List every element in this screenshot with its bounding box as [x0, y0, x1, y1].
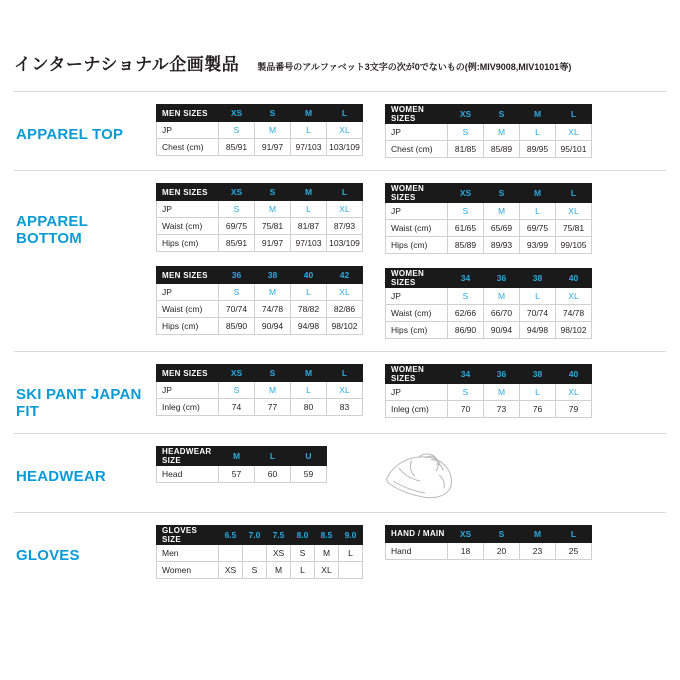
cell: 57 — [219, 465, 255, 482]
stack-men-bottom — [156, 183, 363, 339]
row-label: Waist (cm) — [157, 301, 219, 318]
cell: 85/90 — [219, 318, 255, 335]
cell: 81/87 — [291, 218, 327, 235]
size-header: 40 — [291, 267, 327, 284]
cell: XL — [315, 561, 339, 578]
row-label: Hips (cm) — [386, 322, 448, 339]
section-gloves — [14, 513, 666, 591]
size-header: 7.0 — [243, 525, 267, 544]
cell: 82/86 — [327, 301, 363, 318]
cell: M — [484, 384, 520, 401]
cell: 98/102 — [327, 318, 363, 335]
table-apparel-top-women — [385, 104, 592, 158]
section-apparel-bottom — [14, 171, 666, 352]
table-row — [386, 220, 592, 237]
size-header: 36 — [219, 267, 255, 284]
tables-apparel-top — [156, 104, 666, 158]
page-subtitle-note: 製品番号のアルファベット3文字の次が0でないもの(例:MIV9008,MIV10101等) — [257, 62, 572, 72]
table-row — [157, 382, 363, 399]
table-header-row — [157, 267, 363, 284]
row-label: Inleg (cm) — [157, 399, 219, 416]
table-row — [386, 542, 592, 559]
cell: S — [243, 561, 267, 578]
cell: 85/91 — [219, 139, 255, 156]
header-label: MEN SIZES — [157, 365, 219, 382]
category-label-headwear: HEADWEAR — [16, 467, 106, 485]
cell: 70/74 — [520, 305, 556, 322]
table-apparel-bottom-women-alpha — [385, 183, 592, 254]
size-header: M — [219, 446, 255, 465]
table-header-row — [157, 446, 327, 465]
tables-apparel-bottom — [156, 183, 666, 339]
cell: 60 — [255, 465, 291, 482]
table-row — [157, 561, 363, 578]
cell: 59 — [291, 465, 327, 482]
table-gloves-hand-main — [385, 525, 592, 560]
size-header: M — [520, 184, 556, 203]
row-label: JP — [386, 288, 448, 305]
glove-illustration — [379, 448, 465, 500]
row-label: Hips (cm) — [386, 237, 448, 254]
cell: 75/81 — [255, 218, 291, 235]
cell: 83 — [327, 399, 363, 416]
cell: 94/98 — [520, 322, 556, 339]
row-label: Inleg (cm) — [386, 401, 448, 418]
table-ski-pant-men — [156, 364, 363, 416]
table-row — [157, 235, 363, 252]
cell: 25 — [556, 542, 592, 559]
row-label: Waist (cm) — [386, 305, 448, 322]
table-header-row — [386, 184, 592, 203]
row-label: Chest (cm) — [157, 139, 219, 156]
table-row — [386, 305, 592, 322]
table-apparel-bottom-men-numeric — [156, 266, 363, 335]
header-label: WOMEN SIZES — [386, 269, 448, 288]
size-header: XS — [448, 184, 484, 203]
cell: 74 — [219, 399, 255, 416]
row-label: Chest (cm) — [386, 141, 448, 158]
header-label: WOMEN SIZES — [386, 184, 448, 203]
cell: XL — [556, 124, 592, 141]
cell: 94/98 — [291, 318, 327, 335]
size-header: L — [255, 446, 291, 465]
cell: L — [339, 544, 363, 561]
table-header-row — [386, 269, 592, 288]
table-row — [157, 139, 363, 156]
size-header: 38 — [520, 365, 556, 384]
cell: S — [219, 382, 255, 399]
cell: 91/97 — [255, 139, 291, 156]
table-header-row — [386, 365, 592, 384]
table-wrap-women — [385, 104, 592, 158]
table-row — [386, 401, 592, 418]
cell: 76 — [520, 401, 556, 418]
cell: S — [448, 124, 484, 141]
size-header: S — [484, 105, 520, 124]
size-header: 7.5 — [267, 525, 291, 544]
size-header: 34 — [448, 365, 484, 384]
size-header: 8.5 — [315, 525, 339, 544]
table-ski-pant-women — [385, 364, 592, 418]
row-label: JP — [157, 201, 219, 218]
table-row — [386, 322, 592, 339]
cell: S — [448, 203, 484, 220]
size-header: U — [291, 446, 327, 465]
cell: 62/66 — [448, 305, 484, 322]
size-header: L — [556, 525, 592, 542]
header-label: MEN SIZES — [157, 105, 219, 122]
cell: 97/103 — [291, 139, 327, 156]
row-label: JP — [157, 122, 219, 139]
size-header: L — [327, 105, 363, 122]
size-header: 36 — [484, 365, 520, 384]
cell: 95/101 — [556, 141, 592, 158]
size-header: M — [520, 105, 556, 124]
table-row — [157, 399, 363, 416]
table-row — [157, 318, 363, 335]
size-header: L — [556, 105, 592, 124]
size-header: L — [327, 184, 363, 201]
row-label: Women — [157, 561, 219, 578]
cell: XS — [219, 561, 243, 578]
cell — [219, 544, 243, 561]
section-headwear — [14, 434, 666, 513]
table-row — [386, 141, 592, 158]
cell: M — [484, 124, 520, 141]
table-row — [386, 288, 592, 305]
section-ski-pant-japan-fit — [14, 352, 666, 434]
header-label: HEADWEAR SIZE — [157, 446, 219, 465]
table-row — [386, 124, 592, 141]
row-label: Hand — [386, 542, 448, 559]
cell: 70/74 — [219, 301, 255, 318]
size-header: 36 — [484, 269, 520, 288]
tables-gloves — [156, 525, 666, 579]
cell: 86/90 — [448, 322, 484, 339]
cell — [339, 561, 363, 578]
cell: L — [291, 122, 327, 139]
row-label: Hips (cm) — [157, 235, 219, 252]
table-headwear — [156, 446, 327, 483]
cell: L — [520, 384, 556, 401]
cell: 97/103 — [291, 235, 327, 252]
row-label: Waist (cm) — [386, 220, 448, 237]
table-row — [157, 218, 363, 235]
cell: 73 — [484, 401, 520, 418]
size-header: 34 — [448, 269, 484, 288]
cell: S — [448, 384, 484, 401]
size-header: M — [291, 365, 327, 382]
size-header: 40 — [556, 365, 592, 384]
size-header: XS — [448, 105, 484, 124]
row-label: JP — [157, 382, 219, 399]
cell: 85/89 — [448, 237, 484, 254]
table-row — [157, 284, 363, 301]
row-label: Head — [157, 465, 219, 482]
table-row — [157, 122, 363, 139]
cell: S — [219, 122, 255, 139]
size-header: 6.5 — [219, 525, 243, 544]
cell: 98/102 — [556, 322, 592, 339]
cell: 79 — [556, 401, 592, 418]
cell: XL — [327, 122, 363, 139]
size-header: M — [291, 184, 327, 201]
row-label: JP — [157, 284, 219, 301]
table-wrap-gloves-size — [156, 525, 363, 579]
stack-women-bottom — [385, 183, 592, 339]
size-header: S — [255, 365, 291, 382]
header-label: GLOVES SIZE — [157, 525, 219, 544]
cell: 90/94 — [484, 322, 520, 339]
category-label-gloves: GLOVES — [16, 546, 80, 564]
cell: 85/89 — [484, 141, 520, 158]
table-row — [386, 237, 592, 254]
row-label: Hips (cm) — [157, 318, 219, 335]
cell: M — [484, 288, 520, 305]
cell: M — [315, 544, 339, 561]
size-header: 9.0 — [339, 525, 363, 544]
cell: 61/65 — [448, 220, 484, 237]
cell: M — [255, 122, 291, 139]
cell: 69/75 — [219, 218, 255, 235]
header-label: HAND / MAIN — [386, 525, 448, 542]
table-apparel-top-men — [156, 104, 363, 156]
size-header: XS — [219, 105, 255, 122]
cell: 69/75 — [520, 220, 556, 237]
tables-ski-pant — [156, 364, 666, 418]
cell: 75/81 — [556, 220, 592, 237]
cell: M — [255, 201, 291, 218]
cell: XL — [556, 203, 592, 220]
size-header: 38 — [520, 269, 556, 288]
table-wrap-hand-main — [385, 525, 592, 579]
cell: S — [219, 284, 255, 301]
table-header-row — [386, 105, 592, 124]
row-label: JP — [386, 203, 448, 220]
cell: L — [291, 201, 327, 218]
size-header: XS — [219, 184, 255, 201]
cell: 93/99 — [520, 237, 556, 254]
cell: L — [291, 284, 327, 301]
cell: XL — [327, 201, 363, 218]
cell: 20 — [484, 542, 520, 559]
cell: 89/93 — [484, 237, 520, 254]
cell: XL — [327, 382, 363, 399]
row-label: Waist (cm) — [157, 218, 219, 235]
table-header-row — [157, 525, 363, 544]
cell: M — [255, 284, 291, 301]
cell: 89/95 — [520, 141, 556, 158]
cell: S — [219, 201, 255, 218]
cell: 85/91 — [219, 235, 255, 252]
cell: 91/97 — [255, 235, 291, 252]
section-apparel-top — [14, 92, 666, 171]
cell: 65/69 — [484, 220, 520, 237]
cell: M — [255, 382, 291, 399]
table-header-row — [157, 365, 363, 382]
table-apparel-bottom-men-alpha — [156, 183, 363, 252]
size-header: XS — [448, 525, 484, 542]
header-label: WOMEN SIZES — [386, 365, 448, 384]
row-label: JP — [386, 124, 448, 141]
cell: 81/85 — [448, 141, 484, 158]
table-row — [157, 544, 363, 561]
cell: XL — [327, 284, 363, 301]
tables-headwear — [156, 446, 666, 500]
size-header: M — [291, 105, 327, 122]
size-header: XS — [219, 365, 255, 382]
cell: 87/93 — [327, 218, 363, 235]
cell: XS — [267, 544, 291, 561]
table-header-row — [157, 105, 363, 122]
category-label-apparel-top: APPAREL TOP — [16, 126, 124, 143]
cell: L — [520, 203, 556, 220]
category-label-ski-pant: SKI PANT JAPAN FIT — [16, 386, 142, 421]
cell: 80 — [291, 399, 327, 416]
row-label: JP — [386, 384, 448, 401]
header-label: WOMEN SIZES — [386, 105, 448, 124]
table-apparel-bottom-women-numeric — [385, 268, 592, 339]
cell — [243, 544, 267, 561]
header-label: MEN SIZES — [157, 267, 219, 284]
size-header: L — [327, 365, 363, 382]
table-gloves-size — [156, 525, 363, 579]
size-header: S — [484, 525, 520, 542]
cell: 77 — [255, 399, 291, 416]
cell: 99/105 — [556, 237, 592, 254]
table-row — [386, 203, 592, 220]
cell: 74/78 — [556, 305, 592, 322]
page-header — [14, 0, 666, 75]
size-header: M — [520, 525, 556, 542]
cell: 23 — [520, 542, 556, 559]
size-header: 42 — [327, 267, 363, 284]
cell: 103/109 — [327, 235, 363, 252]
cell: XL — [556, 288, 592, 305]
size-header: S — [255, 184, 291, 201]
cell: L — [291, 382, 327, 399]
table-wrap-women — [385, 364, 592, 418]
size-header: 8.0 — [291, 525, 315, 544]
cell: L — [520, 288, 556, 305]
size-header: S — [484, 184, 520, 203]
cell: XL — [556, 384, 592, 401]
cell: 18 — [448, 542, 484, 559]
table-wrap-men — [156, 104, 363, 158]
cell: 90/94 — [255, 318, 291, 335]
category-label-apparel-bottom: APPAREL BOTTOM — [16, 213, 88, 248]
header-label: MEN SIZES — [157, 184, 219, 201]
page-title: インターナショナル企画製品 — [14, 55, 240, 74]
table-wrap-headwear — [156, 446, 327, 500]
table-row — [157, 201, 363, 218]
size-header: S — [255, 105, 291, 122]
row-label: Men — [157, 544, 219, 561]
size-header: 40 — [556, 269, 592, 288]
cell: M — [484, 203, 520, 220]
table-row — [157, 301, 363, 318]
cell: S — [291, 544, 315, 561]
table-header-row — [386, 525, 592, 542]
table-row — [386, 384, 592, 401]
size-header: L — [556, 184, 592, 203]
cell: 66/70 — [484, 305, 520, 322]
cell: L — [520, 124, 556, 141]
cell: 103/109 — [327, 139, 363, 156]
table-wrap-men — [156, 364, 363, 418]
cell: M — [267, 561, 291, 578]
table-header-row — [157, 184, 363, 201]
cell: S — [448, 288, 484, 305]
cell: 74/78 — [255, 301, 291, 318]
table-row — [157, 465, 327, 482]
cell: 78/82 — [291, 301, 327, 318]
size-header: 38 — [255, 267, 291, 284]
cell: 70 — [448, 401, 484, 418]
cell: L — [291, 561, 315, 578]
